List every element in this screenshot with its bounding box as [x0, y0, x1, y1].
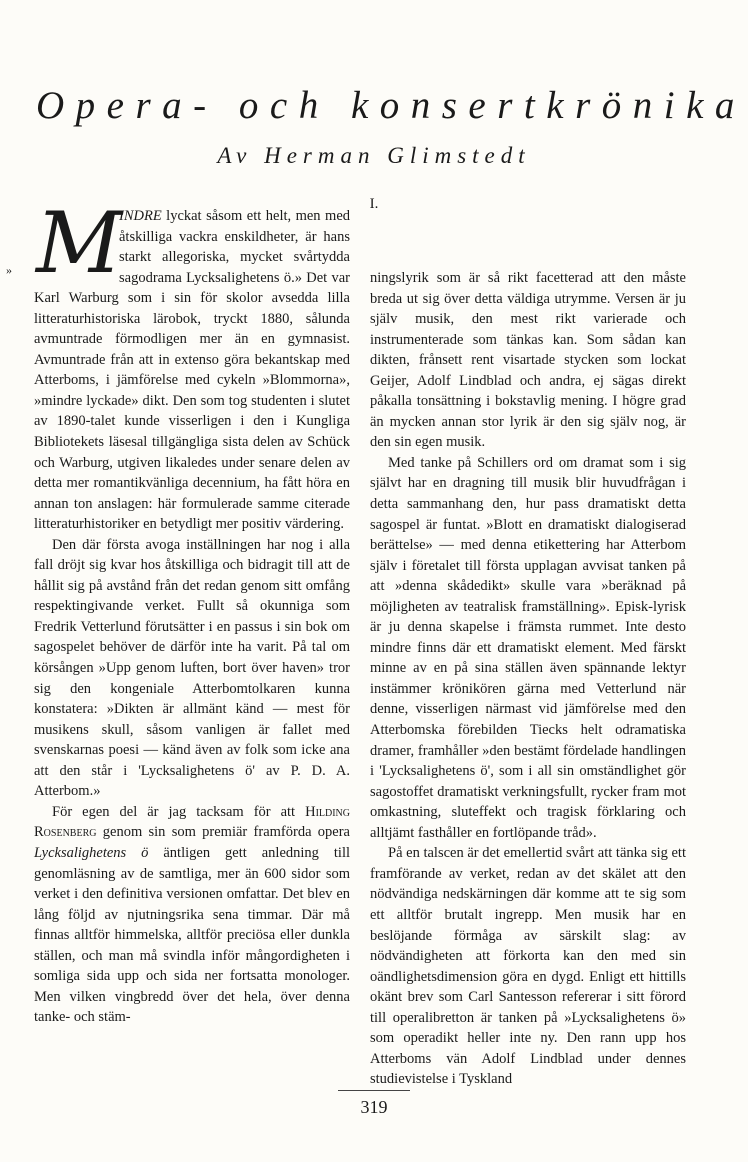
paragraph-text: genom sin som premiär framförda opera: [96, 824, 350, 841]
paragraph: Den där första avoga inställningen har nog i alla fall dröjt sig kvar hos åtskilliga och bidragit till att de hållit sig på avstånd från det redan genom sitt omfång respektingivande verket. Fullt så okunniga som Fredrik Vetterlund förutsätter i en passus i sin bok om sagospelet behöver de därför inte ha varit. På tal om körsången »Upp genom luften, bort över haven» tror sig den kongeniale Atterbomtolkaren kunna konstatera: »Dikten är allmänt känd — mest för musikens skull, såsom vanligen är fallet med svenskarnas poesi — känd även av folk som icke ana att den står i 'Lycksalighetens ö' av P. D. A. Atterbom.»: [34, 536, 350, 800]
paragraph: På en talscen är det emellertid svårt att tänka sig ett framförande av verket, redan av det skälet att den nödvändiga nedskärningen där komme att te sig som ett alltför brutalt ingrepp. Men musik har en beslöjande förmåga av särskilt slag: av nödvändigheten att förkorta kan den med sin oändlighetsdimension göra en dygd. Enligt ett hittills okänt brev som Carl Santesson refererar i sitt förord till operalibretton är tanken på »Lycksalighetens ö» som operadikt heller inte ny. Den rann upp hos Atterboms vän Adolf Lindblad under dennes studievistelse i Tyskland: [370, 845, 686, 1088]
paragraph-text: äntligen gett anledning till genomläsning av de samtliga, mer än 600 sidor som verket i den definitiva versionen omfattar. Det blev en lång följd av njutningsrika sena timmar. Där må finnas alltför himmelska, alltför preciösa eller dunkla ställen, och man må svindla inför mångordigheten i somliga sida upp och sida ner fortsatta monologer. Men vilken vingbredd över det hela, över denna tanke- och stäm-: [34, 844, 350, 1026]
page-number: 319: [360, 1097, 388, 1117]
lead-word: INDRE: [119, 208, 162, 224]
right-column: [370, 268, 686, 1090]
paragraph: Med tanke på Schillers ord om dramat som i sig självt har en dragning till musik blir huvudfrågan i detta sammanhang den, hur pass dramatiskt detta sagospel är funtat. »Blott en dramatiskt dialogiserad berättelse» — med denna etikettering har Atterbom själv i företalet till första upplagan avvisat tanken på att »denna skådedikt» skulle vara »beräknad på möjligheten av teatralisk framställning». Episk-lyrisk är ju denna skapelse i främsta rummet. Inte desto mindre finns där ett dramatiskt element. Med färskt minne av en på sina ställen även spännande lektyr instämmer krönikören gärna med Vetterlund när denne, visserligen närmast vid jämförelse med den Atterbomska förebilden Tiecks helt odramatiska dramer, framhåller »den bestämt fördelade handlingen i 'Lycksalighetens ö', som i all sin omständlighet gör sagostoffet dramatiskt verkningsfullt, rycker fram mot omkastning, sluteffekt och tragisk förklaring och alltjämt fasthåller en fortlöpande tråd».: [370, 454, 686, 841]
page-title: Opera- och konsertkrönika: [36, 84, 746, 127]
drop-cap: M: [36, 194, 123, 292]
author-byline: Av Herman Glimstedt: [217, 143, 531, 168]
left-column: [6, 194, 350, 1028]
work-title: Lycksalighetens ö: [34, 844, 149, 861]
paragraph: [34, 802, 350, 1028]
open-quote-mark: »: [6, 263, 12, 277]
paragraph-text: lyckat såsom ett helt, men med åtskilliga vackra enskildheter, är hans starkt allegoriska, mycket svårtydda sagodrama Lycksalighetens ö.» Det var Karl Warburg som i sin för skolor avsedda lilla litteraturhistoriska lärobok, tryckt 1880, sålunda avmuntrade förmodligen mer än en gymnasist. Avmuntrade från att in extenso göra bekantskap med Atterboms, i jämförelse med cykeln »Blommorna», »mindre lyckade» dikt. Den som tog studenten i slutet av 1890-talet kunde visserligen i den i Kungliga Bibliotekets läsesal tillgängliga sista delen av Schück och Warburg, utgiven likaledes under senare delen av detta mer romantikvänliga decennium, ha fått höra en annan ton anslagen: här formulerade samme citerade litteraturhistoriker en betydligt mer positiv värdering.: [34, 208, 350, 533]
paragraph: ningslyrik som är så rikt facetterad att den måste breda ut sig över detta väldiga utrymme. Versen är ju själv musik, den mest rikt varierade och instrumenterade som tänkas kan. Som sådan kan dikten, frånsett rent visartade stycken som lockat Geijer, Adolf Lindblad och andra, ej sägas direkt påkalla tonsättning i bokstavlig mening. I högre grad än mycken annan stor lyrik är den sig själv nog, är den sin egen musik.: [370, 270, 686, 451]
paragraph-text: För egen del är jag tacksam för att: [52, 803, 306, 820]
composer-name: Hilding Rosenberg: [34, 803, 350, 841]
section-number: I.: [369, 196, 379, 212]
footer-rule: [338, 1090, 410, 1091]
paragraph: [6, 194, 350, 535]
